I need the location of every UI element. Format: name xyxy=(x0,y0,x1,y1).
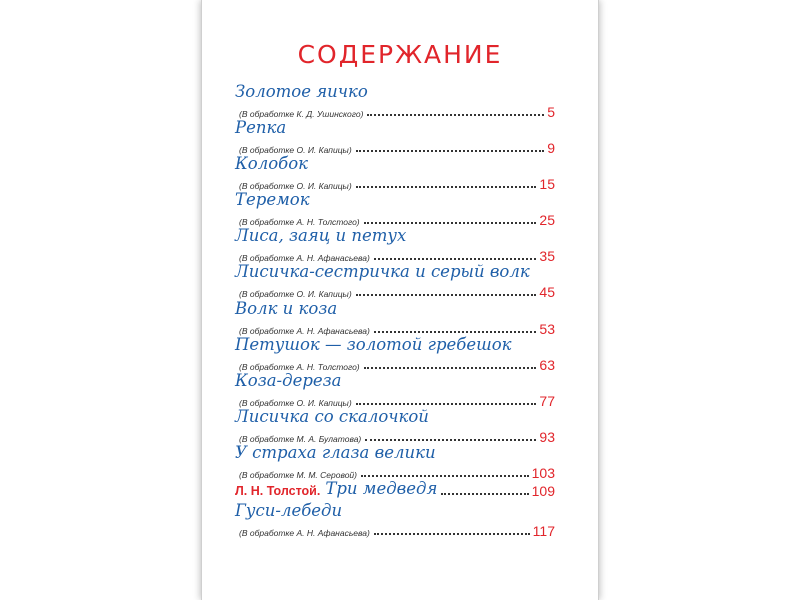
toc-entry-adaptation: (В обработке А. Н. Афанасьева) xyxy=(239,325,370,336)
toc-entry xyxy=(235,190,555,229)
dot-leader xyxy=(364,221,537,224)
toc-entry-adaptation: (В обработке О. И. Капицы) xyxy=(239,397,352,408)
toc-entry-page: 109 xyxy=(531,483,555,500)
toc-entry xyxy=(235,226,555,265)
toc-author-line xyxy=(235,479,555,498)
toc-entry-subline xyxy=(235,392,555,408)
toc-entry-page: 117 xyxy=(532,523,555,540)
dot-leader xyxy=(365,438,536,441)
toc-entry-page: 9 xyxy=(547,140,555,157)
dot-leader xyxy=(374,532,530,535)
dot-leader xyxy=(441,492,528,495)
dot-leader xyxy=(374,330,537,333)
toc-author-entry xyxy=(235,479,555,501)
toc-entry-subline xyxy=(235,522,555,538)
toc-entry-page: 25 xyxy=(539,212,555,229)
toc-entry-subline xyxy=(235,283,555,299)
toc-entry-adaptation: (В обработке О. И. Капицы) xyxy=(239,289,352,300)
toc-entry-author: Л. Н. Толстой. xyxy=(235,484,321,499)
toc-entry-title: Теремок xyxy=(235,190,310,210)
toc-entry-title: Золотое яичко xyxy=(235,82,368,101)
toc-entry-title: Петушок — золотой гребешок xyxy=(235,334,512,354)
toc-entry-title: У страха глаза велики xyxy=(235,442,436,462)
toc-entry-title: Гуси-лебеди xyxy=(235,501,343,521)
toc-entry-adaptation: (В обработке А. Н. Афанасьева) xyxy=(239,528,370,539)
toc-entry-title: Коза-дереза xyxy=(235,370,342,390)
toc-entry-adaptation: (В обработке А. Н. Толстого) xyxy=(239,361,360,372)
toc-entry-page: 93 xyxy=(539,428,555,445)
toc-entry-adaptation: (В обработке О. И. Капицы) xyxy=(239,145,352,156)
dot-leader xyxy=(364,366,537,369)
toc-entry-page: 45 xyxy=(539,284,555,301)
dot-leader xyxy=(374,257,537,260)
toc-entry-adaptation: (В обработке К. Д. Ушинского) xyxy=(239,109,364,119)
toc-entry-adaptation: (В обработке О. И. Капицы) xyxy=(239,181,352,192)
toc-entry-page: 53 xyxy=(539,320,555,337)
toc-entry-subline xyxy=(235,464,555,480)
toc-entry xyxy=(235,299,555,335)
toc-entry-title: Лисичка со скалочкой xyxy=(235,406,429,426)
toc-entry-page: 103 xyxy=(531,464,555,481)
toc-entry-adaptation: (В обработке А. Н. Афанасьева) xyxy=(239,253,370,264)
toc-entry-adaptation: (В обработке М. А. Булатова) xyxy=(239,433,362,444)
toc-entry xyxy=(235,407,555,443)
toc-entry xyxy=(235,82,555,118)
toc-entry-subline xyxy=(235,139,555,155)
toc-entry-title: Лиса, заяц и петух xyxy=(235,226,407,246)
toc-entry xyxy=(235,371,555,407)
toc-entry xyxy=(235,262,555,301)
toc-entry-subline xyxy=(235,247,555,263)
book-page xyxy=(202,0,598,600)
toc-entry-subline xyxy=(235,320,555,336)
toc-entry-subline xyxy=(235,103,555,119)
toc-entry-subline xyxy=(235,175,555,191)
toc-entry xyxy=(235,443,555,479)
toc-entry-page: 35 xyxy=(539,248,555,265)
toc-entry xyxy=(235,118,555,157)
toc-entry xyxy=(235,154,555,193)
toc-entry xyxy=(235,501,555,540)
toc-entry-adaptation: (В обработке А. Н. Толстого) xyxy=(239,217,360,228)
toc-entry-title: Лисичка-сестричка и серый волк xyxy=(235,262,530,282)
toc-entry-page: 77 xyxy=(539,392,555,409)
page-title: СОДЕРЖАНИЕ xyxy=(297,40,503,69)
toc-entry-title: Колобок xyxy=(235,154,309,174)
dot-leader xyxy=(356,402,537,405)
dot-leader xyxy=(356,293,537,296)
table-of-contents xyxy=(235,82,555,540)
toc-entry-page: 63 xyxy=(539,356,555,373)
toc-entry-subline xyxy=(235,428,555,444)
dot-leader xyxy=(361,474,529,477)
toc-entry-title: Три медведя xyxy=(325,479,438,499)
dot-leader xyxy=(356,149,545,152)
toc-entry-title: Репка xyxy=(235,118,287,138)
toc-entry-subline xyxy=(235,211,555,227)
toc-entry-page: 15 xyxy=(539,176,555,193)
dot-leader xyxy=(356,185,537,188)
toc-entry xyxy=(235,335,555,371)
toc-entry-page: 5 xyxy=(547,104,555,120)
toc-entry-title: Волк и коза xyxy=(235,298,338,318)
toc-entry-subline xyxy=(235,356,555,372)
toc-entry-adaptation: (В обработке М. М. Серовой) xyxy=(239,469,357,480)
dot-leader xyxy=(367,113,544,116)
